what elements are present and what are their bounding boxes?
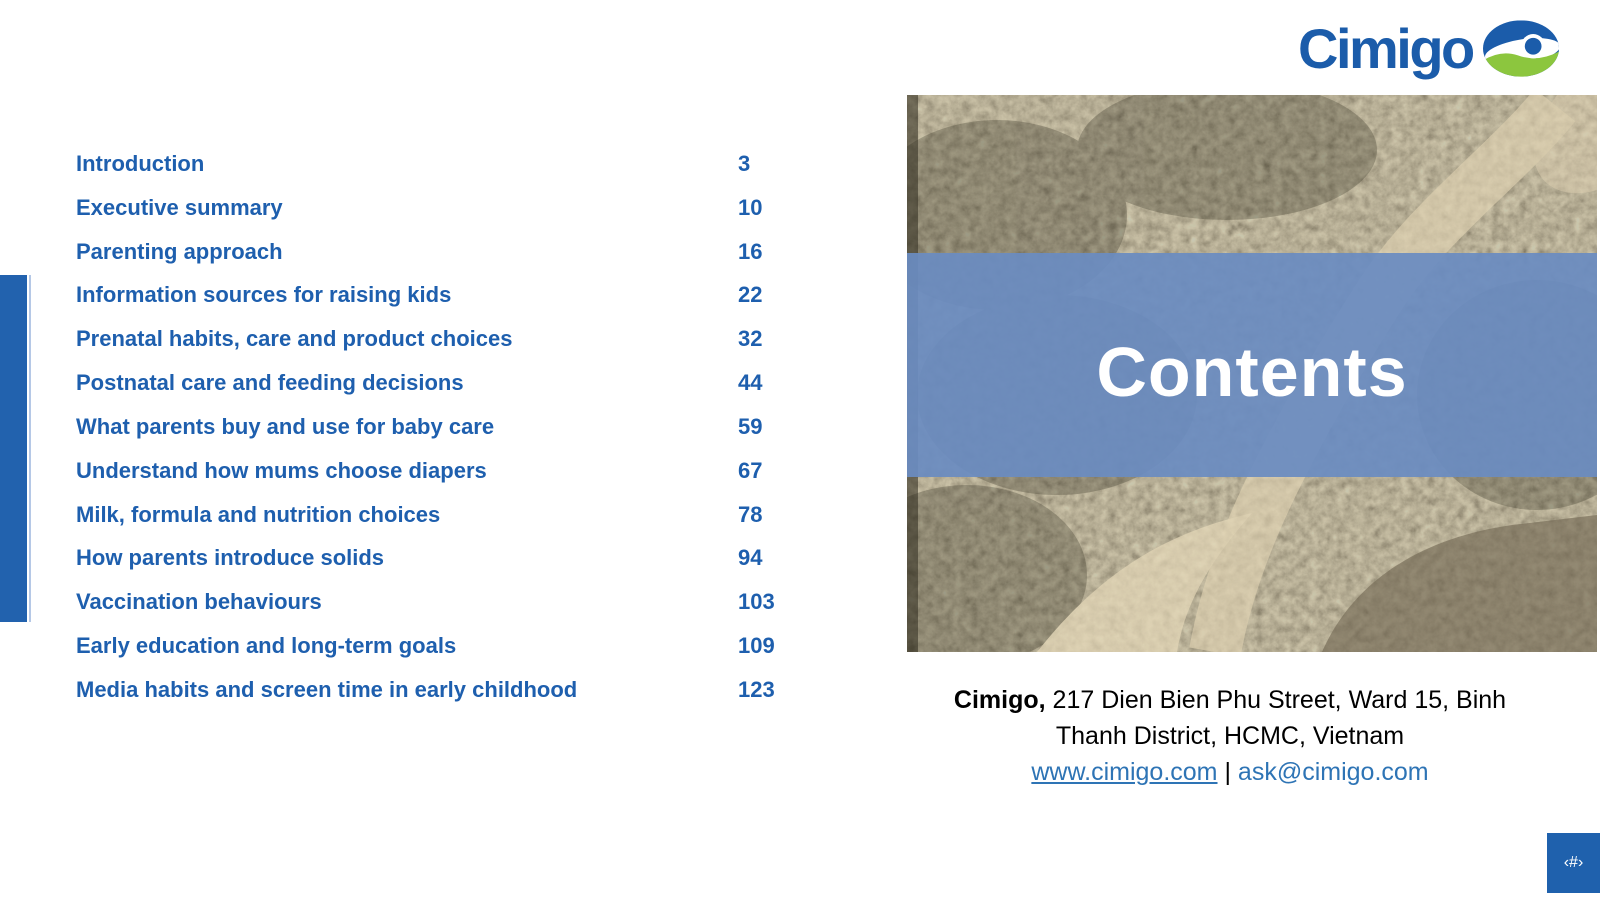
slide-number: ‹#› (1563, 854, 1584, 871)
cimigo-logo-text: Cimigo (1298, 16, 1473, 80)
toc-item-label: Information sources for raising kids (76, 282, 452, 308)
toc-item-page: 94 (738, 545, 763, 571)
toc-item-label: Milk, formula and nutrition choices (76, 501, 441, 527)
slide-number-badge (1547, 833, 1600, 893)
toc-item (76, 624, 776, 668)
table-of-contents (76, 142, 776, 712)
toc-item (76, 580, 776, 624)
contact-block (880, 682, 1580, 790)
website-link[interactable]: www.cimigo.com (1031, 758, 1218, 786)
toc-item-page: 59 (738, 413, 763, 439)
cimigo-eye-icon (1483, 20, 1559, 77)
toc-item-label: Media habits and screen time in early childhood (76, 676, 578, 702)
toc-item (76, 142, 776, 186)
toc-item (76, 230, 776, 274)
toc-item (76, 186, 776, 230)
cimigo-logo (1298, 16, 1559, 80)
toc-item-label: Introduction (76, 150, 205, 176)
toc-item (76, 405, 776, 449)
toc-item-label: Parenting approach (76, 238, 283, 264)
toc-item-page: 67 (738, 457, 763, 483)
toc-item-page: 109 (738, 633, 775, 659)
toc-item-page: 103 (738, 589, 775, 615)
toc-item (76, 361, 776, 405)
toc-item-label: Prenatal habits, care and product choices (76, 326, 513, 352)
contact-links (880, 754, 1580, 790)
toc-item (76, 536, 776, 580)
left-accent-bar (0, 275, 27, 622)
company-name: Cimigo, (953, 686, 1046, 714)
toc-item-page: 123 (738, 676, 775, 702)
toc-item-page: 3 (738, 150, 751, 176)
toc-item (76, 668, 776, 712)
toc-item (76, 317, 776, 361)
toc-item-label: Understand how mums choose diapers (76, 457, 487, 483)
toc-item (76, 449, 776, 493)
toc-item-page: 22 (738, 282, 763, 308)
toc-item (76, 273, 776, 317)
toc-item-label: Early education and long-term goals (76, 633, 457, 659)
toc-item-page: 10 (738, 194, 763, 220)
address-line-1 (880, 682, 1580, 718)
toc-item-label: Executive summary (76, 194, 283, 220)
toc-item-page: 78 (738, 501, 763, 527)
toc-item-label: How parents introduce solids (76, 545, 385, 571)
toc-item-page: 16 (738, 238, 763, 264)
slide-title: Contents (1096, 333, 1408, 411)
toc-item-label: Vaccination behaviours (76, 589, 322, 615)
winding-road-photo (907, 95, 1597, 652)
toc-item-page: 32 (738, 326, 763, 352)
email-link[interactable]: ask@cimigo.com (1237, 758, 1429, 786)
address-text-1: 217 Dien Bien Phu Street, Ward 15, Binh (1052, 686, 1507, 714)
toc-item-label: What parents buy and use for baby care (76, 413, 495, 439)
toc-item-label: Postnatal care and feeding decisions (76, 370, 464, 396)
toc-item (76, 493, 776, 537)
address-line-2: Thanh District, HCMC, Vietnam (1055, 722, 1405, 750)
toc-item-page: 44 (738, 370, 763, 396)
link-separator: | (1224, 758, 1231, 786)
contents-banner (907, 253, 1597, 477)
